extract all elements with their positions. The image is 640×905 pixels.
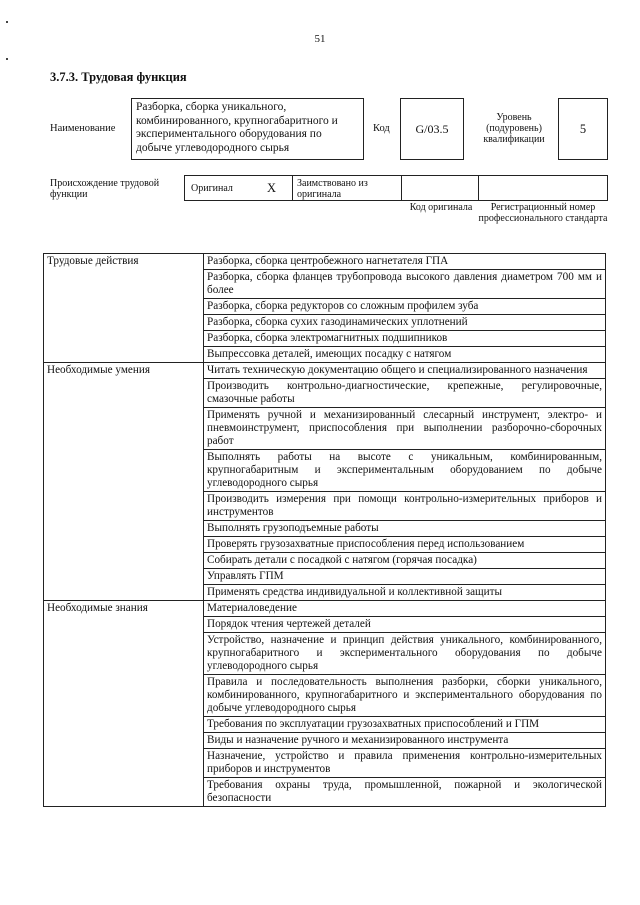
item-cell: Устройство, назначение и принцип действия уникального, комбинированного, крупногабаритного и экспериментального оборудования по добыче углеводородного сырья (204, 633, 606, 675)
origin-original-cell (185, 176, 293, 200)
table-row (44, 254, 606, 270)
item-cell: Разборка, сборка редукторов со сложным профилем зуба (204, 299, 606, 315)
original-mark: X (267, 181, 277, 195)
item-cell: Требования охраны труда, промышленной, пожарной и экологической безопасности (204, 778, 606, 807)
code-value: G/03.5 (415, 121, 449, 136)
item-cell: Читать техническую документацию общего и специализированного назначения (204, 363, 606, 379)
item-cell: Разборка, сборка центробежного нагнетателя ГПА (204, 254, 606, 270)
item-cell: Применять средства индивидуальной и коллективной защиты (204, 585, 606, 601)
origin-borrowed-cell (293, 176, 402, 200)
item-cell: Проверять грузозахватные приспособления перед использованием (204, 537, 606, 553)
category-cell: Необходимые умения (44, 363, 204, 601)
section-title: 3.7.3. Трудовая функция (50, 70, 187, 84)
item-cell: Управлять ГПМ (204, 569, 606, 585)
item-cell: Назначение, устройство и правила применения контрольно-измерительных приборов и инструментов (204, 749, 606, 778)
category-cell: Необходимые знания (44, 601, 204, 807)
reg-caption: Регистрационный номер профессионального стандарта (478, 202, 608, 224)
code-label: Код (373, 123, 390, 134)
level-value: 5 (579, 121, 587, 136)
item-cell: Виды и назначение ручного и механизированного инструмента (204, 733, 606, 749)
code-box (400, 98, 464, 160)
origin-code-cell (402, 176, 479, 200)
origin-reg-cell (479, 176, 607, 200)
function-name-box: Разборка, сборка уникального, комбинированного, крупногабаритного и экспериментального оборудования по добыче углеводородного сырья (131, 98, 364, 160)
item-cell: Применять ручной и механизированный слесарный инструмент, электро- и пневмоинструмент, приспособления при выполнении разборочно-сборочных работ (204, 408, 606, 450)
item-cell: Разборка, сборка сухих газодинамических уплотнений (204, 315, 606, 331)
item-cell: Разборка, сборка электромагнитных подшипников (204, 331, 606, 347)
requirements-table-body (44, 254, 606, 807)
item-cell: Разборка, сборка фланцев трубопровода высокого давления диаметром 700 мм и более (204, 270, 606, 299)
item-cell: Порядок чтения чертежей деталей (204, 617, 606, 633)
original-label: Оригинал (191, 183, 233, 194)
level-label: Уровень (подуровень) квалификации (483, 112, 545, 145)
item-cell: Материаловедение (204, 601, 606, 617)
item-cell: Производить измерения при помощи контрольно-измерительных приборов и инструментов (204, 492, 606, 521)
item-cell: Производить контрольно-диагностические, крепежные, регулировочные, смазочные работы (204, 379, 606, 408)
scan-mark (6, 21, 8, 23)
item-cell: Выполнять работы на высоте с уникальным, комбинированным, крупногабаритным и экспериментальным оборудованием по добыче углеводородного сырья (204, 450, 606, 492)
requirements-table (43, 253, 606, 807)
borrowed-label: Заимствовано из оригинала (297, 178, 368, 200)
table-row (44, 363, 606, 379)
code-caption: Код оригинала (409, 202, 473, 213)
item-cell: Выполнять грузоподъемные работы (204, 521, 606, 537)
level-box (558, 98, 608, 160)
name-label: Наименование (50, 123, 116, 134)
item-cell: Требования по эксплуатации грузозахватных приспособлений и ГПМ (204, 717, 606, 733)
item-cell: Правила и последовательность выполнения разборки, сборки уникального, комбинированного, крупногабаритного и экспериментального оборудования по добыче углеводородного сырья (204, 675, 606, 717)
scan-mark (6, 58, 8, 60)
category-cell: Трудовые действия (44, 254, 204, 363)
table-row (44, 601, 606, 617)
page-number: 51 (314, 33, 326, 45)
origin-label: Происхождение трудовой функции (50, 178, 160, 200)
item-cell: Собирать детали с посадкой с натягом (горячая посадка) (204, 553, 606, 569)
item-cell: Выпрессовка деталей, имеющих посадку с натягом (204, 347, 606, 363)
origin-row (184, 175, 608, 201)
